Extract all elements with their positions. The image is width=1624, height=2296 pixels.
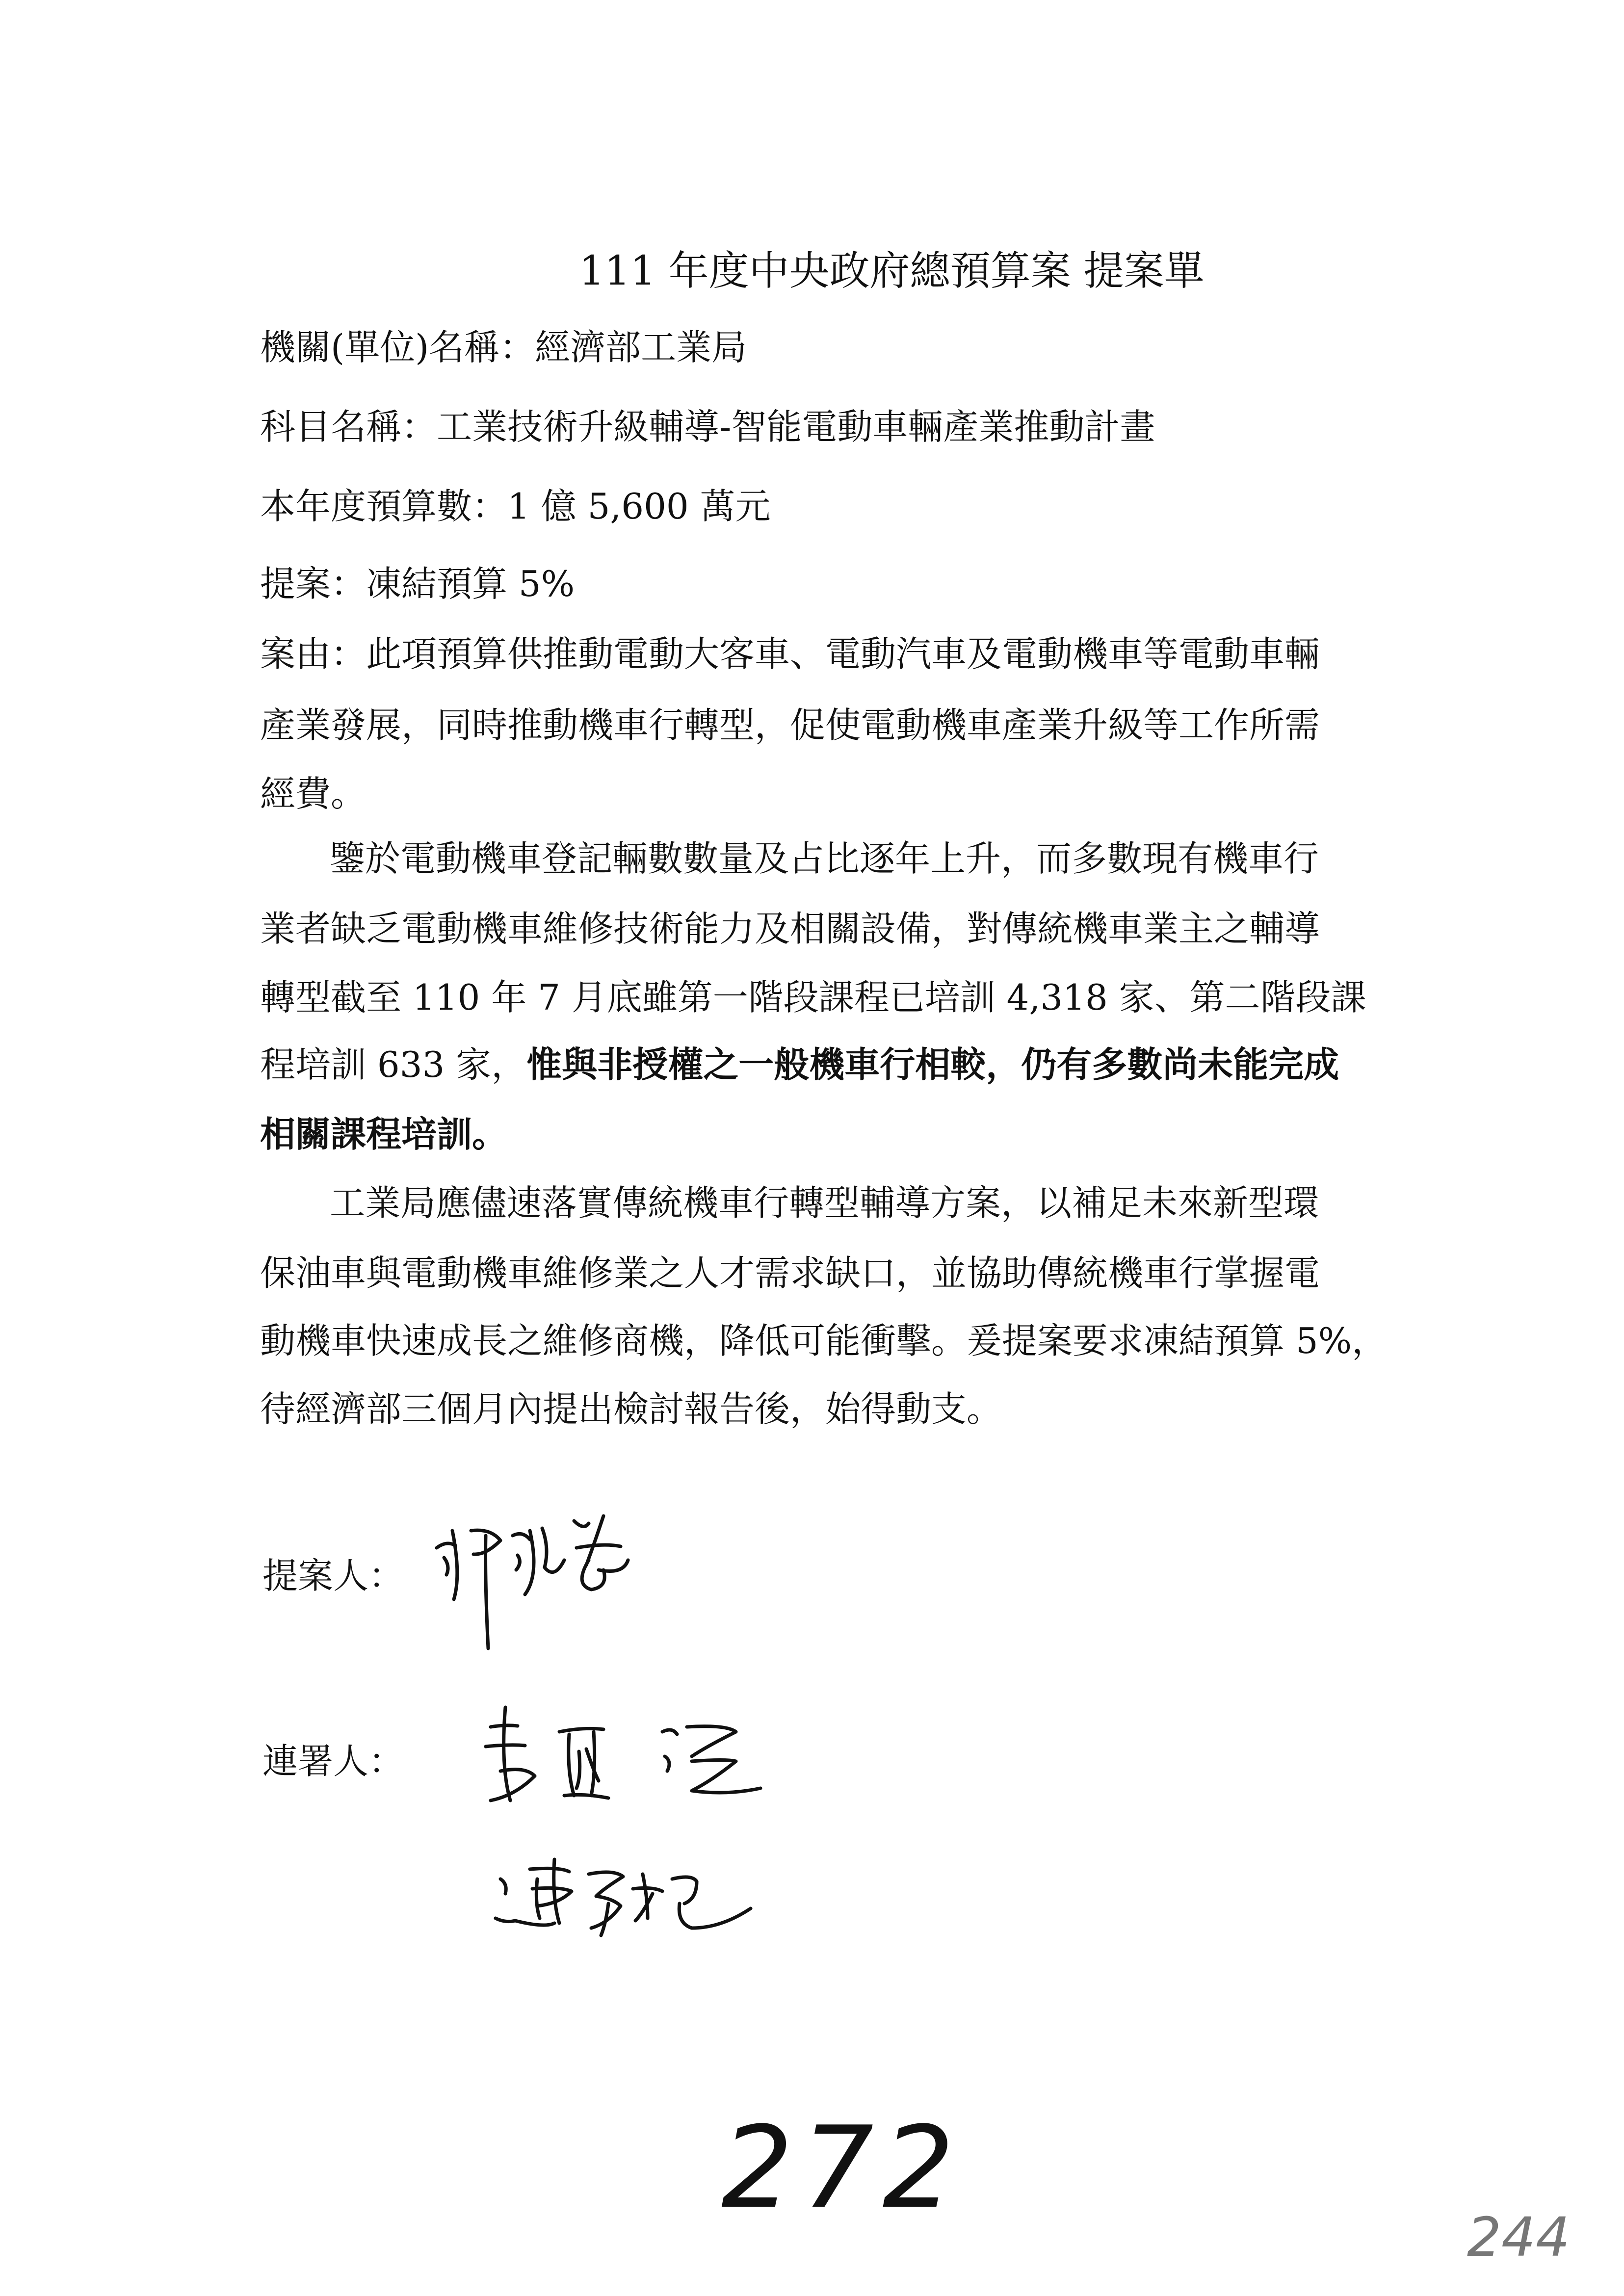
subject-line: 科目名稱：工業技術升級輔導-智能電動車輛產業推動計畫 (260, 406, 1155, 447)
proposer-signature (427, 1501, 682, 1658)
reason-line-3: 經費。 (260, 773, 367, 814)
page-number-stamp: 272 (721, 2103, 963, 2234)
paragraph1-line-4-bold: 惟與非授權之一般機車行相較，仍有多數尚未能完成 (526, 1044, 1339, 1085)
paragraph2-line-1: 工業局應儘速落實傳統機車行轉型輔導方案，以補足未來新型環 (330, 1182, 1319, 1224)
proposer-label: 提案人： (262, 1555, 404, 1596)
paragraph1-line-1: 鑒於電動機車登記輛數數量及占比逐年上升，而多數現有機車行 (330, 838, 1319, 879)
reason-line-2: 產業發展，同時推動機車行轉型，促使電動機車產業升級等工作所需 (260, 704, 1320, 746)
proposal-line: 提案：凍結預算 5% (260, 563, 575, 604)
cosigner-signature-2 (486, 1850, 800, 1948)
paragraph2-line-4: 待經濟部三個月內提出檢討報告後，始得動支。 (260, 1388, 1002, 1430)
paragraph1-line-4 (260, 1040, 1339, 1089)
document-title: 111 年度中央政府總預算案 提案單 (579, 248, 1205, 294)
budget-line: 本年度預算數：1 億 5,600 萬元 (260, 486, 771, 527)
paragraph1-line-3: 轉型截至 110 年 7 月底雖第一階段課程已培訓 4,318 家、第二階段課 (260, 977, 1366, 1018)
reason-line-1: 案由：此項預算供推動電動大客車、電動汽車及電動機車等電動車輛 (260, 633, 1320, 675)
agency-line: 機關(單位)名稱：經濟部工業局 (260, 327, 747, 368)
paragraph1-line-4-normal: 程培訓 633 家， (260, 1044, 527, 1085)
cosigner-label: 連署人： (262, 1741, 404, 1782)
paragraph1-line-2: 業者缺乏電動機車維修技術能力及相關設備，對傳統機車業主之輔導 (260, 908, 1320, 949)
paragraph2-line-3: 動機車快速成長之維修商機，降低可能衝擊。爰提案要求凍結預算 5%， (260, 1320, 1388, 1361)
paragraph1-line-5: 相關課程培訓。 (260, 1113, 508, 1155)
page-number-handwritten: 244 (1467, 2206, 1570, 2269)
paragraph2-line-2: 保油車與電動機車維修業之人才需求缺口，並協助傳統機車行掌握電 (260, 1252, 1320, 1294)
cosigner-signature-1 (471, 1697, 814, 1810)
